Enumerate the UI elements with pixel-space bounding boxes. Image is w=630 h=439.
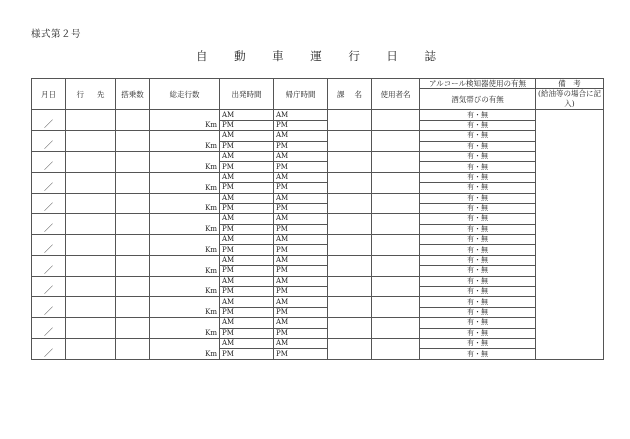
table-row bbox=[32, 318, 604, 328]
return-pm-cell[interactable]: PM bbox=[274, 162, 328, 172]
return-pm-cell[interactable]: PM bbox=[274, 120, 328, 130]
drunk-check-cell[interactable]: 有・無 bbox=[420, 328, 536, 338]
user-name-cell[interactable] bbox=[372, 297, 420, 318]
date-cell[interactable]: ／ bbox=[32, 318, 66, 339]
section-cell[interactable] bbox=[328, 110, 372, 131]
alcohol-checker-cell[interactable]: 有・無 bbox=[420, 297, 536, 307]
section-cell[interactable] bbox=[328, 172, 372, 193]
table-row bbox=[32, 235, 604, 245]
alcohol-checker-cell[interactable]: 有・無 bbox=[420, 276, 536, 286]
depart-am-cell[interactable]: AM bbox=[220, 318, 274, 328]
depart-pm-cell[interactable]: PM bbox=[220, 203, 274, 213]
date-cell[interactable]: ／ bbox=[32, 338, 66, 359]
passengers-cell[interactable] bbox=[116, 235, 150, 256]
title-char: 行 bbox=[348, 49, 360, 63]
depart-am-cell[interactable]: AM bbox=[220, 297, 274, 307]
passengers-cell[interactable] bbox=[116, 297, 150, 318]
drunk-check-cell[interactable]: 有・無 bbox=[420, 245, 536, 255]
return-pm-cell[interactable]: PM bbox=[274, 266, 328, 276]
alcohol-checker-cell[interactable]: 有・無 bbox=[420, 235, 536, 245]
total-km-cell[interactable]: Km bbox=[150, 214, 220, 235]
depart-am-cell[interactable]: AM bbox=[220, 276, 274, 286]
depart-am-cell[interactable]: AM bbox=[220, 338, 274, 348]
user-name-cell[interactable] bbox=[372, 193, 420, 214]
return-am-cell[interactable]: AM bbox=[274, 172, 328, 182]
total-km-cell[interactable]: Km bbox=[150, 255, 220, 276]
date-cell[interactable]: ／ bbox=[32, 193, 66, 214]
date-cell[interactable]: ／ bbox=[32, 255, 66, 276]
destination-cell[interactable] bbox=[66, 255, 116, 276]
depart-pm-cell[interactable]: PM bbox=[220, 287, 274, 297]
passengers-cell[interactable] bbox=[116, 255, 150, 276]
table-row bbox=[32, 255, 604, 265]
section-cell[interactable] bbox=[328, 131, 372, 152]
return-pm-cell[interactable]: PM bbox=[274, 349, 328, 359]
total-km-cell[interactable]: Km bbox=[150, 318, 220, 339]
depart-pm-cell[interactable]: PM bbox=[220, 141, 274, 151]
header-destination: 行 先 bbox=[66, 79, 116, 110]
depart-pm-cell[interactable]: PM bbox=[220, 162, 274, 172]
header-remarks-note: (給油等の場合に記入) bbox=[536, 89, 604, 110]
total-km-cell[interactable]: Km bbox=[150, 151, 220, 172]
header-alcohol-checker: アルコール検知器使用の有無 bbox=[420, 79, 536, 89]
table-row bbox=[32, 151, 604, 161]
destination-cell[interactable] bbox=[66, 131, 116, 152]
header-section: 課 名 bbox=[328, 79, 372, 110]
depart-pm-cell[interactable]: PM bbox=[220, 183, 274, 193]
user-name-cell[interactable] bbox=[372, 110, 420, 131]
total-km-cell[interactable]: Km bbox=[150, 131, 220, 152]
table-row bbox=[32, 338, 604, 348]
section-cell[interactable] bbox=[328, 297, 372, 318]
header-drunk-check: 酒気帯びの有無 bbox=[420, 89, 536, 110]
drunk-check-cell[interactable]: 有・無 bbox=[420, 349, 536, 359]
table-row bbox=[32, 131, 604, 141]
drunk-check-cell[interactable]: 有・無 bbox=[420, 162, 536, 172]
return-am-cell[interactable]: AM bbox=[274, 318, 328, 328]
destination-cell[interactable] bbox=[66, 193, 116, 214]
alcohol-checker-cell[interactable]: 有・無 bbox=[420, 110, 536, 120]
destination-cell[interactable] bbox=[66, 318, 116, 339]
destination-cell[interactable] bbox=[66, 276, 116, 297]
user-name-cell[interactable] bbox=[372, 214, 420, 235]
table-row bbox=[32, 214, 604, 224]
depart-am-cell[interactable]: AM bbox=[220, 214, 274, 224]
return-pm-cell[interactable]: PM bbox=[274, 287, 328, 297]
passengers-cell[interactable] bbox=[116, 214, 150, 235]
title-char: 運 bbox=[310, 49, 322, 63]
date-cell[interactable]: ／ bbox=[32, 297, 66, 318]
user-name-cell[interactable] bbox=[372, 151, 420, 172]
passengers-cell[interactable] bbox=[116, 151, 150, 172]
header-remarks: 備 考 bbox=[536, 79, 604, 89]
title-char: 動 bbox=[234, 49, 246, 63]
table-row bbox=[32, 193, 604, 203]
depart-pm-cell[interactable]: PM bbox=[220, 120, 274, 130]
destination-cell[interactable] bbox=[66, 297, 116, 318]
user-name-cell[interactable] bbox=[372, 172, 420, 193]
header-user-name: 使用者名 bbox=[372, 79, 420, 110]
total-km-cell[interactable]: Km bbox=[150, 110, 220, 131]
depart-pm-cell[interactable]: PM bbox=[220, 245, 274, 255]
section-cell[interactable] bbox=[328, 151, 372, 172]
return-am-cell[interactable]: AM bbox=[274, 297, 328, 307]
user-name-cell[interactable] bbox=[372, 255, 420, 276]
passengers-cell[interactable] bbox=[116, 110, 150, 131]
destination-cell[interactable] bbox=[66, 235, 116, 256]
return-am-cell[interactable]: AM bbox=[274, 255, 328, 265]
total-km-cell[interactable]: Km bbox=[150, 276, 220, 297]
user-name-cell[interactable] bbox=[372, 131, 420, 152]
passengers-cell[interactable] bbox=[116, 276, 150, 297]
drunk-check-cell[interactable]: 有・無 bbox=[420, 183, 536, 193]
depart-pm-cell[interactable]: PM bbox=[220, 224, 274, 234]
drunk-check-cell[interactable]: 有・無 bbox=[420, 287, 536, 297]
passengers-cell[interactable] bbox=[116, 131, 150, 152]
passengers-cell[interactable] bbox=[116, 338, 150, 359]
return-am-cell[interactable]: AM bbox=[274, 193, 328, 203]
header-total-km: 総走行数 bbox=[150, 79, 220, 110]
header-date: 月日 bbox=[32, 79, 66, 110]
alcohol-checker-cell[interactable]: 有・無 bbox=[420, 255, 536, 265]
drunk-check-cell[interactable]: 有・無 bbox=[420, 141, 536, 151]
title-char: 誌 bbox=[424, 49, 436, 63]
total-km-cell[interactable]: Km bbox=[150, 338, 220, 359]
vehicle-log-table bbox=[31, 78, 604, 360]
return-pm-cell[interactable]: PM bbox=[274, 245, 328, 255]
alcohol-checker-cell[interactable]: 有・無 bbox=[420, 318, 536, 328]
table-row bbox=[32, 276, 604, 286]
form-number: 様式第２号 bbox=[31, 29, 82, 40]
depart-am-cell[interactable]: AM bbox=[220, 193, 274, 203]
passengers-cell[interactable] bbox=[116, 172, 150, 193]
date-cell[interactable]: ／ bbox=[32, 235, 66, 256]
drunk-check-cell[interactable]: 有・無 bbox=[420, 307, 536, 317]
date-cell[interactable]: ／ bbox=[32, 276, 66, 297]
title-char: 車 bbox=[272, 49, 284, 63]
section-cell[interactable] bbox=[328, 318, 372, 339]
table-row bbox=[32, 297, 604, 307]
alcohol-checker-cell[interactable]: 有・無 bbox=[420, 193, 536, 203]
destination-cell[interactable] bbox=[66, 151, 116, 172]
section-cell[interactable] bbox=[328, 276, 372, 297]
return-am-cell[interactable]: AM bbox=[274, 338, 328, 348]
depart-am-cell[interactable]: AM bbox=[220, 172, 274, 182]
title-char: 日 bbox=[386, 49, 398, 63]
date-cell[interactable]: ／ bbox=[32, 131, 66, 152]
page-title bbox=[196, 48, 436, 64]
return-pm-cell[interactable]: PM bbox=[274, 328, 328, 338]
header-depart-time: 出発時間 bbox=[220, 79, 274, 110]
user-name-cell[interactable] bbox=[372, 318, 420, 339]
passengers-cell[interactable] bbox=[116, 318, 150, 339]
section-cell[interactable] bbox=[328, 255, 372, 276]
return-pm-cell[interactable]: PM bbox=[274, 224, 328, 234]
drunk-check-cell[interactable]: 有・無 bbox=[420, 203, 536, 213]
alcohol-checker-cell[interactable]: 有・無 bbox=[420, 214, 536, 224]
depart-am-cell[interactable]: AM bbox=[220, 110, 274, 120]
header-return-time: 帰庁時間 bbox=[274, 79, 328, 110]
destination-cell[interactable] bbox=[66, 172, 116, 193]
table-row bbox=[32, 110, 604, 120]
return-pm-cell[interactable]: PM bbox=[274, 203, 328, 213]
return-pm-cell[interactable]: PM bbox=[274, 307, 328, 317]
total-km-cell[interactable]: Km bbox=[150, 172, 220, 193]
section-cell[interactable] bbox=[328, 214, 372, 235]
date-cell[interactable]: ／ bbox=[32, 172, 66, 193]
return-am-cell[interactable]: AM bbox=[274, 214, 328, 224]
header-passengers: 搭乗数 bbox=[116, 79, 150, 110]
depart-pm-cell[interactable]: PM bbox=[220, 307, 274, 317]
title-char: 自 bbox=[196, 49, 208, 63]
date-cell[interactable]: ／ bbox=[32, 151, 66, 172]
section-cell[interactable] bbox=[328, 338, 372, 359]
destination-cell[interactable] bbox=[66, 110, 116, 131]
depart-am-cell[interactable]: AM bbox=[220, 151, 274, 161]
alcohol-checker-cell[interactable]: 有・無 bbox=[420, 151, 536, 161]
alcohol-checker-cell[interactable]: 有・無 bbox=[420, 131, 536, 141]
depart-am-cell[interactable]: AM bbox=[220, 255, 274, 265]
depart-am-cell[interactable]: AM bbox=[220, 131, 274, 141]
return-am-cell[interactable]: AM bbox=[274, 276, 328, 286]
destination-cell[interactable] bbox=[66, 338, 116, 359]
total-km-cell[interactable]: Km bbox=[150, 193, 220, 214]
depart-pm-cell[interactable]: PM bbox=[220, 328, 274, 338]
user-name-cell[interactable] bbox=[372, 276, 420, 297]
user-name-cell[interactable] bbox=[372, 235, 420, 256]
drunk-check-cell[interactable]: 有・無 bbox=[420, 266, 536, 276]
date-cell[interactable]: ／ bbox=[32, 214, 66, 235]
alcohol-checker-cell[interactable]: 有・無 bbox=[420, 338, 536, 348]
table-row bbox=[32, 172, 604, 182]
return-am-cell[interactable]: AM bbox=[274, 235, 328, 245]
date-cell[interactable]: ／ bbox=[32, 110, 66, 131]
user-name-cell[interactable] bbox=[372, 338, 420, 359]
passengers-cell[interactable] bbox=[116, 193, 150, 214]
drunk-check-cell[interactable]: 有・無 bbox=[420, 120, 536, 130]
return-am-cell[interactable]: AM bbox=[274, 110, 328, 120]
destination-cell[interactable] bbox=[66, 214, 116, 235]
alcohol-checker-cell[interactable]: 有・無 bbox=[420, 172, 536, 182]
depart-pm-cell[interactable]: PM bbox=[220, 349, 274, 359]
return-pm-cell[interactable]: PM bbox=[274, 141, 328, 151]
section-cell[interactable] bbox=[328, 193, 372, 214]
return-am-cell[interactable]: AM bbox=[274, 151, 328, 161]
remarks-cell[interactable] bbox=[536, 110, 604, 359]
total-km-cell[interactable]: Km bbox=[150, 297, 220, 318]
return-am-cell[interactable]: AM bbox=[274, 131, 328, 141]
depart-am-cell[interactable]: AM bbox=[220, 235, 274, 245]
total-km-cell[interactable]: Km bbox=[150, 235, 220, 256]
depart-pm-cell[interactable]: PM bbox=[220, 266, 274, 276]
drunk-check-cell[interactable]: 有・無 bbox=[420, 224, 536, 234]
section-cell[interactable] bbox=[328, 235, 372, 256]
return-pm-cell[interactable]: PM bbox=[274, 183, 328, 193]
